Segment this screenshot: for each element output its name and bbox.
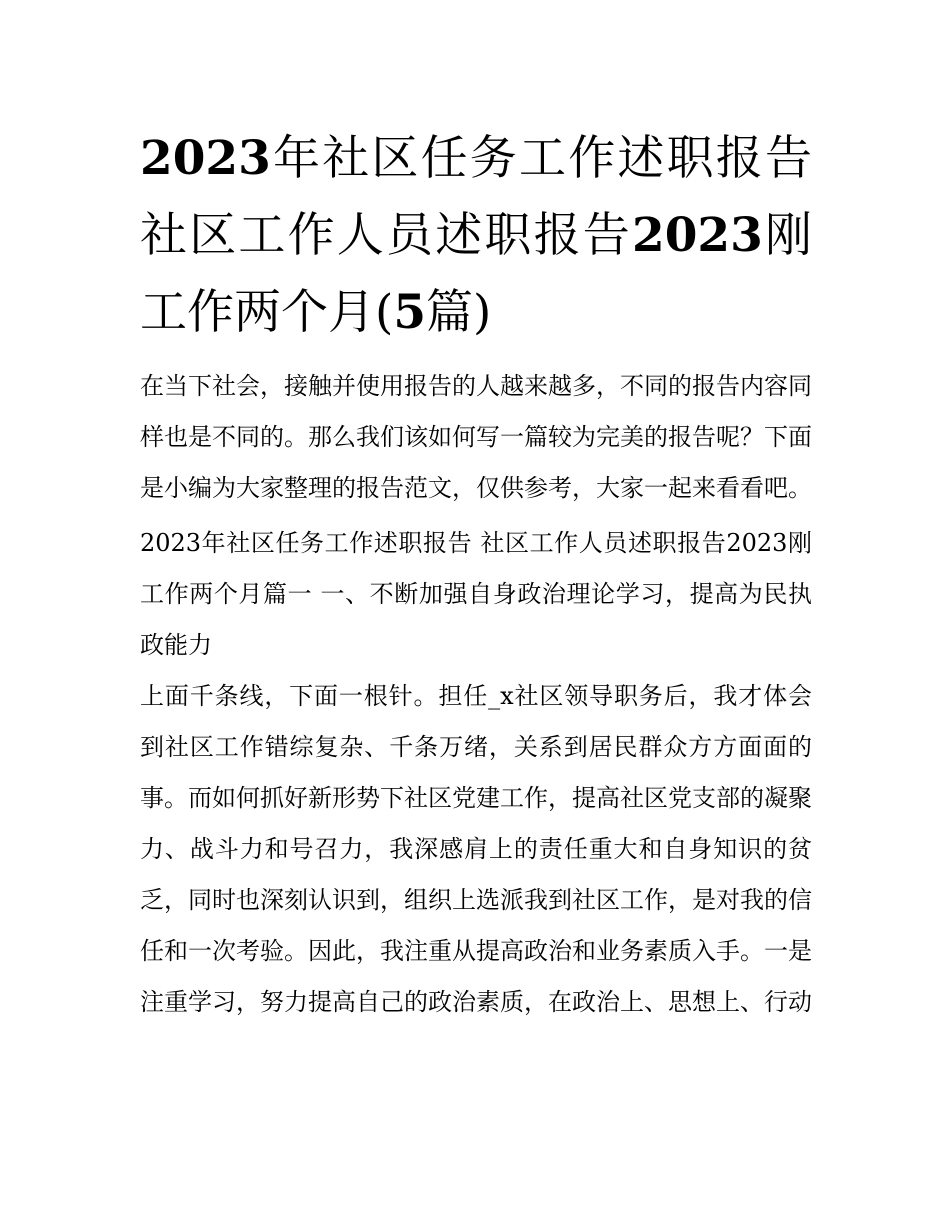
- title-text-2: 刚工作两个月(: [140, 208, 813, 340]
- document-content: [140, 120, 812, 1028]
- title-year: 2023: [140, 131, 271, 186]
- title-year-2: 2023: [632, 208, 763, 263]
- title-text-3: 篇): [426, 285, 492, 340]
- body-paragraph: 上面千条线，下面一根针。担任_x社区领导职务后，我才体会到社区工作错综复杂、千条万绪，关系到居民群众方方面面的事。而如何抓好新形势下社区党建工作，提高社区党支部的凝聚力、战斗力和号召力，我深感肩上的责任重大和自身知识的贫乏，同时也深刻认识到，组织上选派我到社区工作，是对我的信任和一次考验。因此，我注重从提高政治和业务素质入手。一是注重学习，努力提高自己的政治素质，在政治上、思想上、行动: [140, 682, 812, 1016]
- intro-paragraph: 在当下社会，接触并使用报告的人越来越多，不同的报告内容同样也是不同的。那么我们该如何写一篇较为完美的报告呢？下面是小编为大家整理的报告范文，仅供参考，大家一起来看看吧。: [140, 372, 812, 502]
- document-title: [140, 120, 812, 351]
- title-count: 5: [393, 285, 427, 340]
- title-text: 年社区任务工作述职报告社区工作人员述职报告: [140, 131, 812, 263]
- section-heading: 2023年社区任务工作述职报告 社区工作人员述职报告2023刚工作两个月篇一 一、不断加强自身政治理论学习，提高为民执政能力: [140, 529, 812, 659]
